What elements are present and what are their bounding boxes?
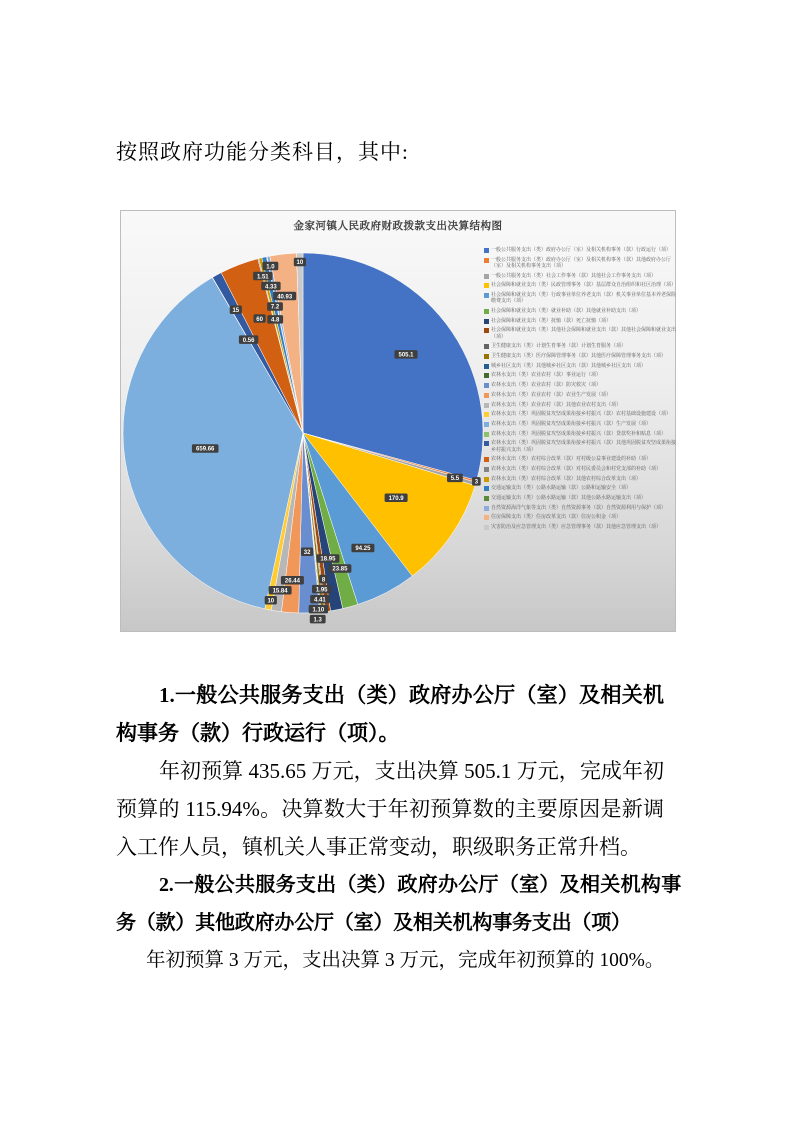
legend-label: 社会保障和就业支出（类）行政事业单位养老支出（款）机关事业单位基本养老保险缴费支出（项） xyxy=(491,292,677,305)
data-label xyxy=(294,258,306,267)
chart-legend xyxy=(484,247,676,534)
legend-item xyxy=(484,514,676,520)
svg-text:5.5: 5.5 xyxy=(450,476,460,483)
data-label xyxy=(310,595,329,604)
paragraph: 1.一般公共服务支出（类）政府办公厅（室）及相关机构事务（款）行政运行（项）。 xyxy=(116,683,664,745)
legend-swatch xyxy=(484,412,489,417)
legend-swatch xyxy=(484,467,489,472)
legend-label: 一般公共服务支出（类）政府办公厅（室）及相关机构事务（款）行政运行（项） xyxy=(491,247,672,253)
legend-item xyxy=(484,247,676,253)
svg-text:40.93: 40.93 xyxy=(277,294,293,301)
legend-swatch xyxy=(484,373,489,378)
svg-text:10: 10 xyxy=(296,260,304,267)
legend-label: 农林水支出（类）农业农村（款）事业运行（项） xyxy=(491,372,602,379)
legend-item xyxy=(484,495,676,501)
svg-text:15: 15 xyxy=(232,307,240,314)
legend-swatch xyxy=(484,274,489,279)
legend-swatch xyxy=(484,422,489,427)
legend-item xyxy=(484,485,676,491)
legend-swatch xyxy=(484,364,489,369)
data-label xyxy=(312,585,331,594)
legend-item xyxy=(484,282,676,288)
legend-label: 社会保障和就业支出（类）抚恤（款）死亡抚恤（项） xyxy=(491,317,612,324)
data-label xyxy=(267,302,283,311)
legend-label: 农林水支出（类）巩固脱贫攻坚成果衔接乡村振兴（款）其他巩固脱贫攻坚成果衔接乡村振兴支出（项） xyxy=(491,440,677,453)
data-label xyxy=(319,575,328,584)
data-label xyxy=(263,262,279,271)
data-label xyxy=(265,596,277,605)
legend-item xyxy=(484,411,676,417)
legend-swatch xyxy=(484,457,489,462)
legend-item xyxy=(484,327,676,340)
paragraph: 年初预算 3 万元，支出决算 3 万元，完成年初预算的 100%。 xyxy=(146,950,665,971)
legend-item xyxy=(484,402,676,408)
legend-swatch xyxy=(484,354,489,359)
svg-text:659.66: 659.66 xyxy=(196,446,215,453)
legend-label: 住房保障支出（类）住房改革支出（款）住房公积金（项） xyxy=(491,514,622,521)
data-label xyxy=(472,477,481,486)
data-label xyxy=(316,554,339,563)
legend-item xyxy=(484,476,676,482)
legend-swatch xyxy=(484,441,489,446)
legend-item xyxy=(484,505,676,511)
legend-item xyxy=(484,257,676,270)
svg-text:8: 8 xyxy=(321,577,326,584)
chart-title: 金家河镇人民政府财政拨款支出决算结构图 xyxy=(293,220,503,232)
svg-text:1.0: 1.0 xyxy=(266,264,275,271)
legend-swatch xyxy=(484,477,489,482)
svg-text:4.33: 4.33 xyxy=(265,284,277,291)
data-label xyxy=(261,282,280,291)
legend-swatch xyxy=(484,293,489,298)
legend-item xyxy=(484,524,676,530)
svg-text:18.95: 18.95 xyxy=(320,556,336,563)
legend-swatch xyxy=(484,344,489,349)
legend-swatch xyxy=(484,258,489,263)
legend-swatch xyxy=(484,486,489,491)
legend-swatch xyxy=(484,525,489,530)
legend-item xyxy=(484,372,676,378)
data-label xyxy=(281,576,304,585)
legend-label: 农林水支出（类）巩固脱贫攻坚成果衔接乡村振兴（款）农村基础设施建设（项） xyxy=(491,411,672,418)
data-label xyxy=(328,564,351,573)
legend-label: 农林水支出（类）巩固脱贫攻坚成果衔接乡村振兴（款）生产发展（项） xyxy=(491,420,652,427)
svg-text:23.85: 23.85 xyxy=(332,566,348,573)
svg-text:170.9: 170.9 xyxy=(388,496,404,502)
svg-text:1.10: 1.10 xyxy=(312,607,325,614)
expenditure-structure-chart[interactable] xyxy=(120,210,676,632)
svg-text:7.2: 7.2 xyxy=(270,304,280,311)
legend-swatch xyxy=(484,515,489,520)
paragraph: 年初预算 435.65 万元，支出决算 505.1 万元，完成年初预算的 115.94%。决算数大于年初预算数的主要原因是新调入工作人员，镇机关人事正常变动，职级职务正常升档。 xyxy=(116,759,664,859)
legend-label: 一般公共服务支出（类）社会工作事务（款）其他社会工作事务支出（项） xyxy=(491,272,657,279)
legend-label: 社会保障和就业支出（类）其他社会保障和就业支出（款）其他社会保障和就业支出（项） xyxy=(491,327,677,340)
svg-text:0.56: 0.56 xyxy=(242,337,255,344)
data-label xyxy=(253,272,272,281)
legend-swatch xyxy=(484,319,489,324)
legend-swatch xyxy=(484,403,489,408)
legend-item xyxy=(484,382,676,388)
legend-label: 城乡社区支出（类）其他城乡社区支出（款）其他城乡社区支出（项） xyxy=(491,362,647,369)
paragraphs-section xyxy=(116,676,681,980)
legend-label: 农林水支出（类）农业农村（款）农业生产发展（项） xyxy=(491,391,612,398)
legend-label: 农林水支出（类）农村综合改革（款）对村级公益事业建设的补助（项） xyxy=(491,456,652,463)
svg-text:10: 10 xyxy=(267,598,275,605)
legend-swatch xyxy=(484,248,489,253)
data-label xyxy=(273,292,296,301)
legend-label: 社会保障和就业支出（类）就业补助（款）其他就业补助支出（项） xyxy=(491,308,642,315)
legend-item xyxy=(484,392,676,398)
legend-label: 社会保障和就业支出（类）民政管理事务（款）基层群众自治组织和社区治理（项） xyxy=(491,282,677,289)
legend-label: 自然资源海洋气象等支出（类）自然资源事务（款）自然资源利用与保护（项） xyxy=(491,504,667,511)
data-label xyxy=(192,444,219,453)
legend-item xyxy=(484,318,676,324)
legend-label: 卫生健康支出（类）医疗保障管理事务（款）其他医疗保障管理事务支出（项） xyxy=(491,353,667,360)
pie-chart xyxy=(121,211,501,633)
legend-swatch xyxy=(484,432,489,437)
legend-swatch xyxy=(484,496,489,501)
legend-item xyxy=(484,343,676,349)
paragraph: 2.一般公共服务支出（类）政府办公厅（室）及相关机构事务（款）其他政府办公厅（室）及相关机构事务支出（项） xyxy=(116,874,681,934)
data-label xyxy=(310,615,326,624)
svg-text:505.1: 505.1 xyxy=(398,352,414,359)
data-label xyxy=(267,315,283,324)
legend-swatch xyxy=(484,309,489,314)
legend-label: 交通运输支出（类）公路水路运输（款）公路和运输安全（项） xyxy=(491,485,632,492)
legend-swatch xyxy=(484,383,489,388)
data-label xyxy=(385,494,408,503)
legend-label: 农林水支出（类）农村综合改革（款）其他农村综合改革支出（项） xyxy=(491,475,642,482)
legend-label: 卫生健康支出（类）计划生育事务（款）计划生育服务（项） xyxy=(491,343,627,350)
svg-text:60: 60 xyxy=(256,316,263,323)
legend-label: 农林水支出（类）农村综合改革（款）对村民委员会和村党支部的补助（项） xyxy=(491,465,662,472)
legend-item xyxy=(484,292,676,305)
legend-item xyxy=(484,431,676,437)
legend-item xyxy=(484,466,676,472)
legend-item xyxy=(484,308,676,314)
svg-text:32: 32 xyxy=(303,549,311,556)
data-label xyxy=(309,605,328,614)
svg-text:4.41: 4.41 xyxy=(314,597,326,604)
svg-text:1.95: 1.95 xyxy=(315,587,328,594)
legend-label: 灾害防治及应急管理支出（类）应急管理事务（款）其他应急管理支出（项） xyxy=(491,524,662,531)
legend-swatch xyxy=(484,393,489,398)
data-label xyxy=(447,474,463,483)
legend-label: 农林水支出（类）农业农村（款）防灾救灾（项） xyxy=(491,382,602,389)
legend-label: 一般公共服务支出（类）政府办公厅（室）及相关机构事务（款）其他政府办公厅（室）及相关机构事务支出（项） xyxy=(491,256,672,269)
data-label xyxy=(269,586,292,595)
svg-text:4.8: 4.8 xyxy=(271,317,280,324)
legend-swatch xyxy=(484,283,489,288)
svg-text:94.25: 94.25 xyxy=(355,546,371,553)
data-label xyxy=(254,314,266,323)
intro-text: 按照政府功能分类科目，其中: xyxy=(116,140,409,164)
legend-swatch xyxy=(484,506,489,511)
legend-item xyxy=(484,421,676,427)
data-label xyxy=(395,350,418,359)
data-label xyxy=(230,306,242,315)
legend-label: 交通运输支出（类）公路水路运输（款）其他公路水路运输支出（项） xyxy=(491,495,647,501)
svg-text:26.44: 26.44 xyxy=(284,578,300,585)
legend-item xyxy=(484,363,676,369)
legend-item xyxy=(484,353,676,359)
legend-item xyxy=(484,273,676,279)
svg-text:3: 3 xyxy=(474,479,479,486)
legend-label: 农林水支出（类）农业农村（款）其他农业农村支出（项） xyxy=(491,401,622,408)
legend-swatch xyxy=(484,328,489,333)
legend-item xyxy=(484,440,676,453)
data-label xyxy=(239,335,258,344)
legend-label: 农林水支出（类）巩固脱贫攻坚成果衔接乡村振兴（款）贷款奖补和贴息（项） xyxy=(491,430,667,437)
svg-text:1.3: 1.3 xyxy=(313,617,322,624)
legend-item xyxy=(484,456,676,462)
svg-text:1.51: 1.51 xyxy=(256,274,269,281)
data-label xyxy=(301,548,313,557)
data-label xyxy=(351,544,374,553)
svg-text:15.84: 15.84 xyxy=(272,588,288,595)
